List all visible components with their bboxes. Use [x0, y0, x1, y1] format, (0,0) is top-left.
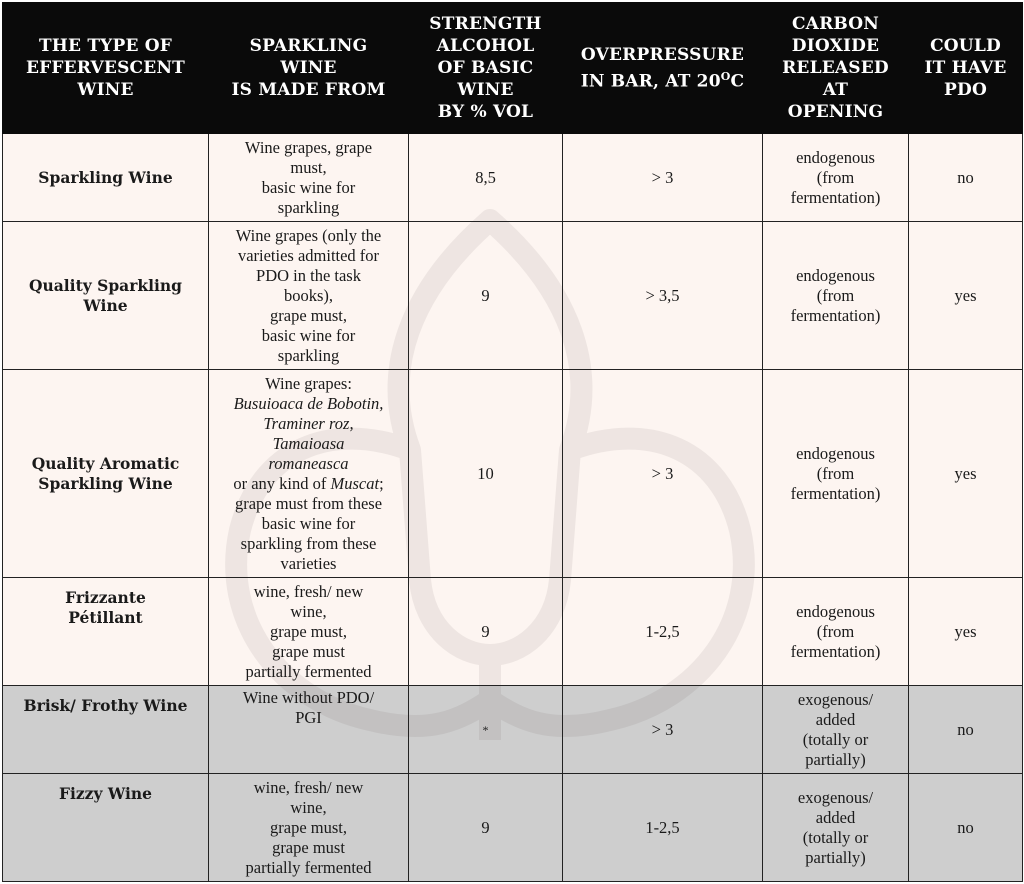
source-line: Wine grapes, grape [244, 137, 373, 157]
source-line: grape must from these [234, 493, 383, 513]
source-variety: Busuioaca de Bobotin, [233, 393, 384, 413]
wine-type-cell: Fizzy Wine [3, 774, 209, 882]
overpressure-cell: > 3 [563, 134, 763, 222]
table-row [3, 578, 1023, 686]
source-cell [209, 686, 409, 774]
source-muscat-line [213, 474, 404, 494]
co2-line: added [815, 709, 856, 729]
co2-line: fermentation) [790, 641, 881, 661]
co2-line: fermentation) [790, 305, 881, 325]
header-source: SPARKLING WINE IS MADE FROM [209, 3, 409, 134]
pdo-cell: no [909, 686, 1023, 774]
co2-line: (from [816, 167, 855, 187]
source-muscat: Muscat [330, 473, 380, 493]
co2-line: (from [816, 285, 855, 305]
header-strength: STRENGTH ALCOHOL OF BASIC WINE BY % VOL [409, 3, 563, 134]
source-line: wine, fresh/ new [253, 777, 364, 797]
header-co2: CARBON DIOXIDE RELEASED AT OPENING [763, 3, 909, 134]
overpressure-cell: > 3 [563, 686, 763, 774]
source-line: Wine grapes (only the [235, 225, 382, 245]
co2-line: (from [816, 621, 855, 641]
source-line: partially fermented [245, 857, 372, 877]
table-row [3, 370, 1023, 578]
source-line: wine, [290, 601, 327, 621]
overpressure-cell: > 3 [563, 370, 763, 578]
source-line: sparkling [277, 345, 340, 365]
wine-type-cell: Quality Sparkling Wine [3, 222, 209, 370]
co2-line: added [815, 807, 856, 827]
co2-line: (totally or [802, 827, 869, 847]
strength-cell: 9 [409, 578, 563, 686]
source-line: grape must, [270, 817, 347, 837]
header-row [3, 3, 1023, 134]
co2-line: fermentation) [790, 483, 881, 503]
table-header [3, 3, 1023, 134]
overpressure-cell: 1-2,5 [563, 774, 763, 882]
source-cell [209, 370, 409, 578]
header-overpressure-unit: C [730, 71, 745, 92]
co2-line: endogenous [796, 601, 875, 621]
strength-cell: 10 [409, 370, 563, 578]
co2-cell [763, 222, 909, 370]
source-line: Wine without PDO/ [242, 688, 375, 707]
source-muscat-prefix: or any kind of [233, 473, 331, 493]
co2-line: (totally or [802, 729, 869, 749]
co2-line: endogenous [796, 147, 875, 167]
strength-cell: 9 [409, 774, 563, 882]
source-cell [209, 774, 409, 882]
table-row [3, 774, 1023, 882]
source-line: Wine grapes: [265, 373, 352, 393]
header-overpressure-text: OVERPRESSURE IN BAR, AT 20 [580, 44, 745, 92]
source-muscat-suffix: ; [379, 473, 384, 493]
source-line: varieties admitted for [237, 245, 380, 265]
co2-line: (from [816, 463, 855, 483]
overpressure-cell: 1-2,5 [563, 578, 763, 686]
source-line: sparkling from these [240, 533, 377, 553]
source-variety: Tamaioasa [272, 433, 345, 453]
co2-line: partially) [805, 847, 866, 867]
strength-cell: 9 [409, 222, 563, 370]
source-line: basic wine for [261, 513, 356, 533]
header-pdo: COULD IT HAVE PDO [909, 3, 1023, 134]
source-cell [209, 578, 409, 686]
table-row [3, 134, 1023, 222]
header-overpressure-degree: O [720, 69, 731, 83]
source-variety: Traminer roz, [263, 413, 354, 433]
source-line: sparkling [277, 197, 340, 217]
co2-cell [763, 774, 909, 882]
source-line: grape must, [270, 621, 347, 641]
source-line: partially fermented [245, 661, 372, 681]
table-row [3, 686, 1023, 774]
pdo-cell: no [909, 134, 1023, 222]
overpressure-cell: > 3,5 [563, 222, 763, 370]
co2-line: exogenous/ [797, 689, 874, 709]
wine-type-line: Frizzante [65, 588, 146, 607]
wine-type-cell [3, 578, 209, 686]
source-line: grape must [272, 641, 345, 661]
strength-cell: 8,5 [409, 134, 563, 222]
co2-line: endogenous [796, 265, 875, 285]
strength-cell: * [409, 686, 563, 774]
effervescent-wine-table [2, 2, 1023, 882]
header-type: THE TYPE OF EFFERVESCENT WINE [3, 3, 209, 134]
table-row [3, 222, 1023, 370]
co2-cell [763, 578, 909, 686]
pdo-cell: no [909, 774, 1023, 882]
source-line: PGI [295, 708, 322, 727]
source-line: varieties [280, 553, 337, 573]
source-line: basic wine for [261, 177, 356, 197]
source-variety: romaneasca [268, 453, 349, 473]
source-line: grape must [272, 837, 345, 857]
source-line: wine, fresh/ new [253, 581, 364, 601]
co2-line: endogenous [796, 443, 875, 463]
pdo-cell: yes [909, 370, 1023, 578]
co2-cell [763, 370, 909, 578]
wine-type-cell: Quality Aromatic Sparkling Wine [3, 370, 209, 578]
source-line: books), [283, 285, 334, 305]
header-overpressure [563, 3, 763, 134]
wine-type-cell: Sparkling Wine [3, 134, 209, 222]
pdo-cell: yes [909, 578, 1023, 686]
co2-cell [763, 686, 909, 774]
source-line: wine, [290, 797, 327, 817]
source-line: grape must, [270, 305, 347, 325]
wine-type-line: Pétillant [68, 608, 143, 627]
source-line: must, [290, 157, 327, 177]
source-line: PDO in the task [256, 265, 361, 285]
co2-line: exogenous/ [797, 787, 874, 807]
wine-type-cell: Brisk/ Frothy Wine [3, 686, 209, 774]
table-body [3, 134, 1023, 882]
co2-cell [763, 134, 909, 222]
source-cell [209, 134, 409, 222]
source-cell [209, 222, 409, 370]
pdo-cell: yes [909, 222, 1023, 370]
source-line: basic wine for [261, 325, 356, 345]
co2-line: fermentation) [790, 187, 881, 207]
co2-line: partially) [805, 749, 866, 769]
